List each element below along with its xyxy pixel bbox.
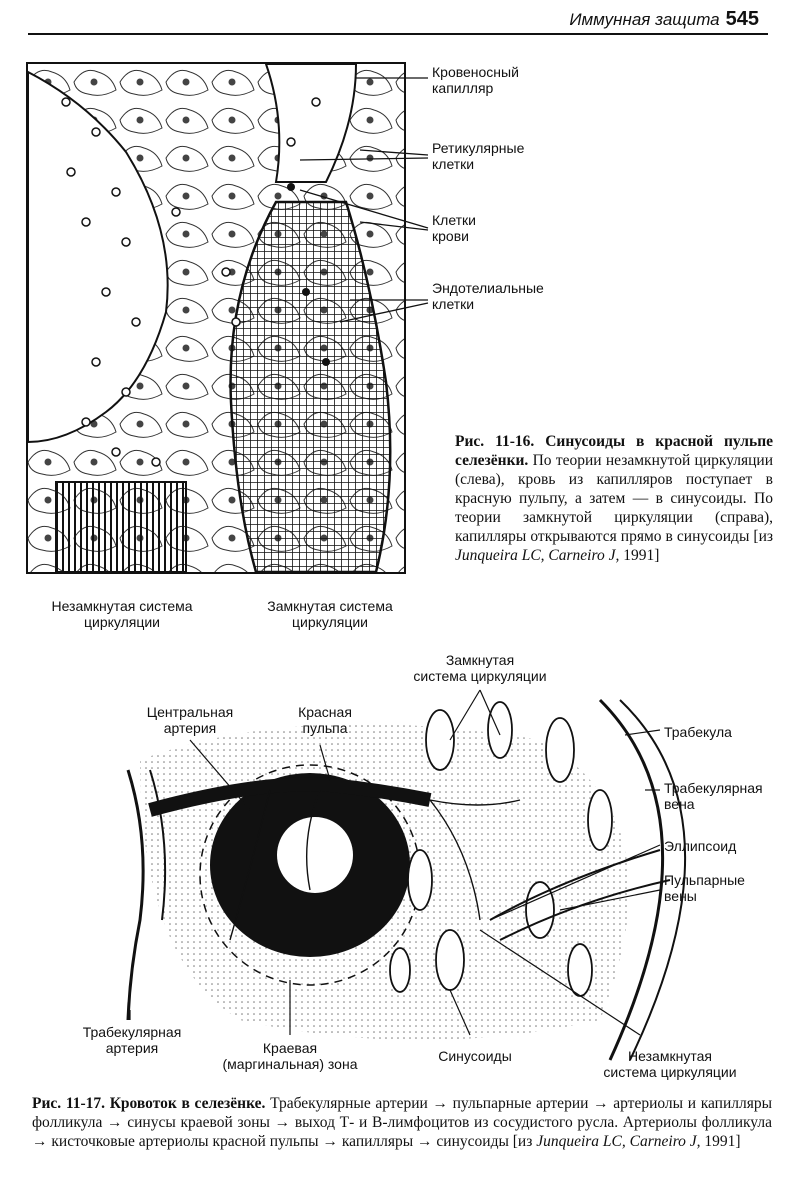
caption-fig16-text: По теории незамкнутой циркуляции (слева), кровь из капилляров поступает в красную пульпу, а затем — в синусоиды. По теории замкнутой циркуляции (справа), капилляры открываются прямо в синусоиды [из bbox=[455, 452, 773, 545]
label-red-pulp: Красная пульпа bbox=[298, 704, 352, 736]
label-endothelial-cells: Эндотелиальные клетки bbox=[432, 280, 544, 312]
label-open-system: Незамкнутая система циркуляции bbox=[603, 1048, 737, 1080]
caption-fig16 bbox=[455, 432, 773, 565]
label-ellipsoid: Эллипсоид bbox=[664, 838, 737, 854]
label-sinusoids: Синусоиды bbox=[438, 1048, 512, 1064]
caption-fig16-title: Синусоиды в красной пульпе селезёнки. bbox=[455, 433, 774, 469]
label-closed-system: Замкнутая система циркуляции bbox=[413, 652, 547, 684]
fig17-illustration bbox=[0, 640, 793, 1090]
caption-fig17-ref: Junqueira LC, Carneiro J, bbox=[536, 1133, 701, 1150]
caption-fig17-title: Кровоток в селезёнке. bbox=[109, 1095, 266, 1112]
germinal-center bbox=[277, 817, 353, 893]
caption-fig17 bbox=[32, 1094, 772, 1151]
label-capillary: Кровеносный капилляр bbox=[432, 64, 519, 96]
caption-fig17-number: Рис. 11-17. bbox=[32, 1095, 106, 1112]
label-trabecula: Трабекула bbox=[664, 724, 732, 740]
caption-fig16-year: 1991] bbox=[623, 547, 660, 564]
label-blood-cells: Клетки крови bbox=[432, 212, 477, 244]
caption-fig17-text: Трабекулярные артерии → пульпарные артерии → артериолы и капилляры фолликула → синусы краевой зоны → выход Т- и В-лимфоцитов из сосудистого русла. Артериолы фолликула → кисточковые артериолы красной пульпы → капилляры → синусоиды [из bbox=[32, 1095, 773, 1150]
label-open-circulation: Незамкнутая система циркуляции bbox=[51, 598, 193, 630]
label-central-artery: Центральная артерия bbox=[146, 704, 234, 736]
caption-fig16-number: Рис. 11-16. bbox=[455, 433, 535, 450]
caption-fig16-ref: Junqueira LC, Carneiro J, bbox=[455, 547, 620, 564]
label-marginal-zone: Краевая (маргинальная) зона bbox=[222, 1040, 358, 1072]
label-trabecular-vein: Трабекулярная вена bbox=[664, 780, 763, 812]
page-number: 545 bbox=[725, 8, 759, 30]
label-closed-circulation: Замкнутая система циркуляции bbox=[267, 598, 393, 630]
section-title: Иммунная защита bbox=[569, 10, 720, 29]
caption-fig17-year: 1991] bbox=[704, 1133, 741, 1150]
trabecular-artery bbox=[128, 770, 143, 1020]
label-trabecular-artery: Трабекулярная артерия bbox=[82, 1024, 182, 1056]
label-pulp-veins: Пульпарные вены bbox=[664, 872, 745, 904]
label-reticular-cells: Ретикулярные клетки bbox=[432, 140, 525, 172]
